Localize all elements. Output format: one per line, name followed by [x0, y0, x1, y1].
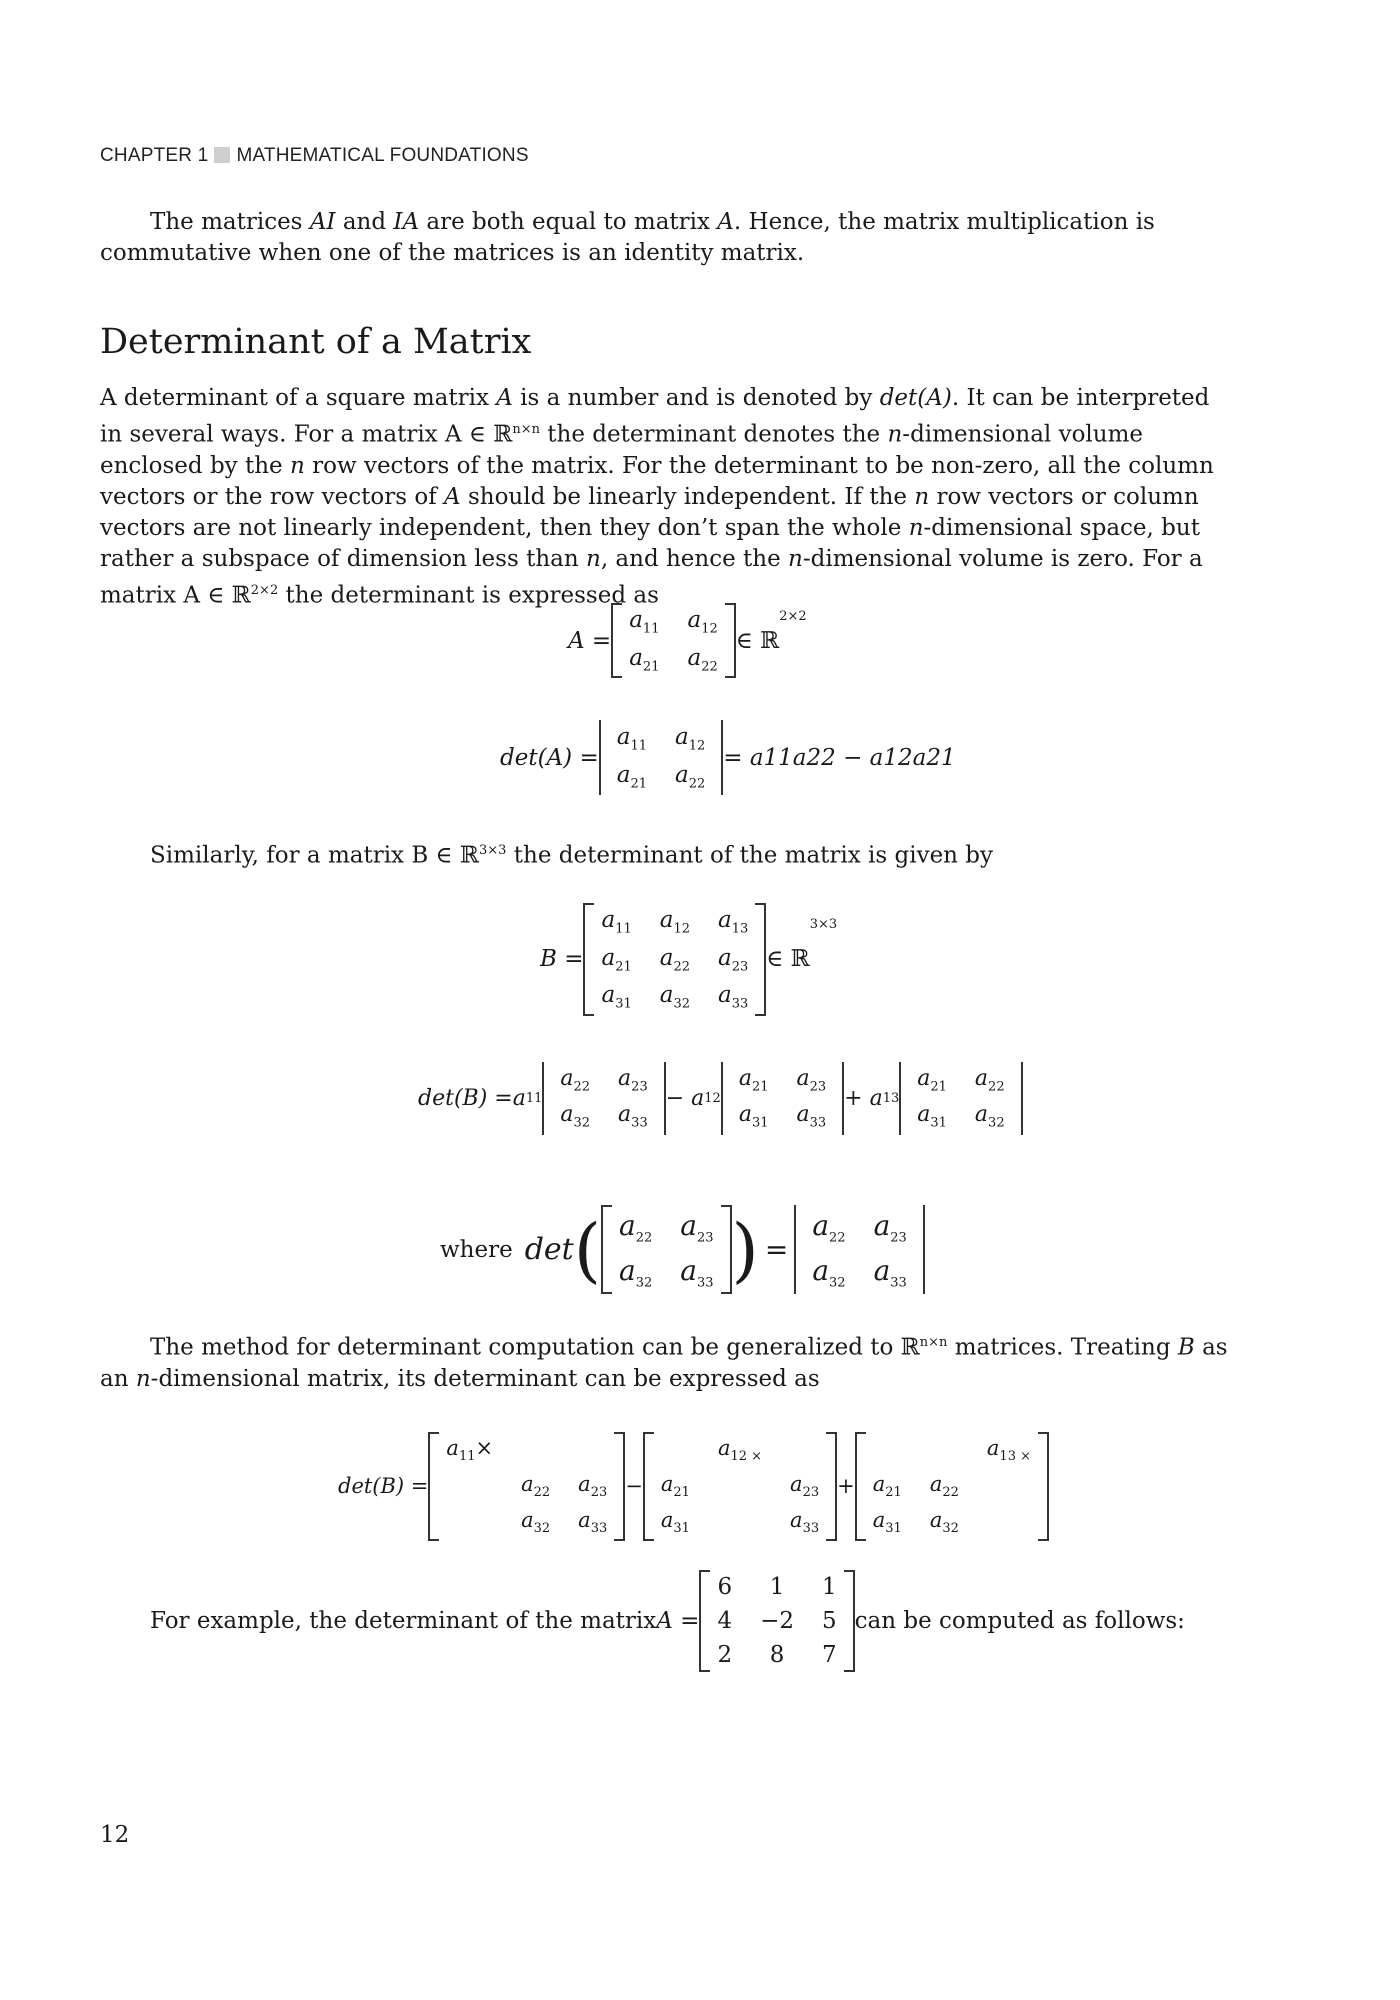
bracket-matrix: $a_{11}$ $a_{12}$ $a_{21}$ $a_{22}$ [611, 603, 736, 678]
equation-where-det: where det ( $a_{22}$ $a_{23}$ $a_{32}$ $a_{33}$ ) = $a_{22}$ $a_{23}$ $a_{32}$ $a_{33}$ [440, 1205, 925, 1294]
separator-square-icon [214, 147, 230, 163]
chapter-label: CHAPTER 1 [100, 145, 209, 166]
paragraph-similarly: Similarly, for a matrix B ∈ ℝ$^{3\times 3}$ the determinant of the matrix is given by [150, 842, 994, 869]
page-number: 12 [100, 1822, 130, 1848]
running-head [100, 145, 529, 167]
equation-det-b-general: det(B) = $a_{11}\times$ $a_{22}$ $a_{23}$ $a_{32}$ $a_{33}$ − $a_{12 \times}$ $a_{21}$ $a_{23}$ $a_{31}$ $a_{33}$ + $a_{13 \times}$ $a_{21}$ $a_{22}$ $a_{31}$ $a_{32}$ [338, 1432, 1049, 1541]
equation-matrix-a-2x2: A = $a_{11}$ $a_{12}$ $a_{21}$ $a_{22}$ ∈ ℝ 2×2 [568, 603, 807, 678]
determinant-bars: $a_{11}$ $a_{12}$ $a_{21}$ $a_{22}$ [599, 720, 724, 795]
paragraph-determinant-intro: A determinant of a square matrix A is a number and is denoted by det(A). It can be interpreted in several ways. For a matrix A ∈ ℝ$^{n\times n}$ the determinant denotes the n-dimensional volume enclosed by the n row vectors of the matrix. For the determinant to be non-zero, all the column vectors or the row vectors of A should be linearly independent. If the n row vectors or column vectors are not linearly independent, then they don’t span the whole n-dimensional space, but rather a subspace of dimension less than n, and hence the n-dimensional volume is zero. For a matrix A ∈ ℝ$^{2\times 2}$ the determinant is expressed as [100, 385, 1214, 609]
equation-det-b-expansion: det(B) = a 11 $a_{22}$ $a_{23}$ $a_{32}$ $a_{33}$ − a 12 $a_{21}$ $a_{23}$ $a_{31}$ $a_{33}$ + a 13 $a_{21}$ $a_{22}$ $a_{31}$ $a_{32}$ [418, 1062, 1023, 1135]
paragraph-identity: The matrices AI and IA are both equal to matrix A. Hence, the matrix multiplication is commutative when one of the matrices is an identity matrix. [100, 209, 1155, 266]
equation-det-a: det(A) = $a_{11}$ $a_{12}$ $a_{21}$ $a_{22}$ = a11a22 − a12a21 [500, 720, 956, 795]
bracket-matrix: $a_{11}$ $a_{12}$ $a_{13}$ $a_{21}$ $a_{22}$ $a_{23}$ $a_{31}$ $a_{32}$ $a_{33}$ [583, 903, 766, 1016]
section-heading: Determinant of a Matrix [100, 322, 532, 362]
example-matrix: 6 1 1 4 −2 5 2 8 7 [699, 1570, 854, 1672]
paragraph-example: For example, the determinant of the matrix A = 6 1 1 4 −2 5 2 8 7 can be computed as follows: [150, 1570, 1185, 1672]
equation-matrix-b-3x3: B = $a_{11}$ $a_{12}$ $a_{13}$ $a_{21}$ $a_{22}$ $a_{23}$ $a_{31}$ $a_{32}$ $a_{33}$ ∈ ℝ 3×3 [540, 903, 837, 1016]
paragraph-generalized: The method for determinant computation can be generalized to ℝ$^{n\times n}$ matrices. Treating B as an n-dimensional matrix, its determinant can be expressed as [100, 1334, 1228, 1392]
chapter-title: MATHEMATICAL FOUNDATIONS [236, 145, 529, 166]
